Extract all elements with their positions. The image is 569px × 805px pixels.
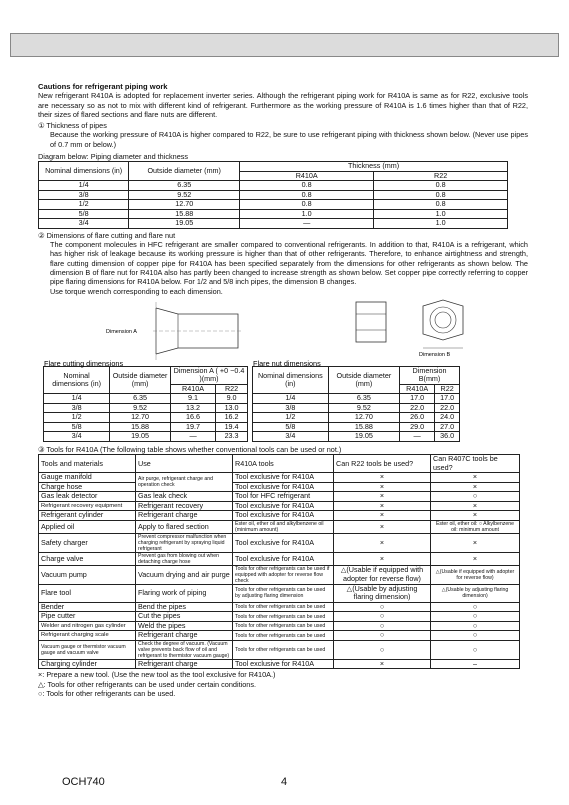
table-cell: △(Usable if equipped with adopter for reverse flow) [431,565,520,584]
table-cell: × [431,473,520,483]
table-cell: × [334,520,431,533]
table-row [39,602,520,612]
table-cell: 3/4 [39,219,129,229]
table-cell: Ester oil, ether oil: ○ Alkylbenzene oil: minimum amount [431,520,520,533]
page-number: 4 [281,776,288,788]
table-cell: — [400,432,435,442]
table-cell: × [334,492,431,502]
table-cell: Prevent compressor malfunction when charging refrigerant by spraying liquid refrigerant [136,533,233,552]
flare-text: The component molecules in HFC refrigerant are smaller compared to conventional refrigerants. In addition to that, R410A is a refrigerant, which has higher risk of leakage because its working pressure is higher than that of other refrigerants. Therefore, to enhance airtightness and strength, flare cutting dimension of copper pipe for R410A has been specified separately from the dimensions for other refrigerants as shown below. The dimension B of flare nut for R410A also has partly been changed to increase strength as shown below. Set copper pipe correctly referring to copper pipe flaring dimensions for R410A below. For 1/2 and 5/8 inch pipes, the dimension B changes. [50,240,528,287]
table-row [39,473,520,483]
table-cell: × [334,511,431,521]
table-cell: × [334,533,431,552]
table-cell: ○ [431,612,520,622]
legend-notes [38,670,528,698]
table-cell: 16.6 [170,413,215,423]
table-cell: ○ [431,631,520,641]
table-cell: — [170,432,215,442]
table-cell: 1.0 [240,209,374,219]
table-cell: 24.0 [435,413,460,423]
table-cell: 19.7 [170,422,215,432]
table-cell: 9.52 [129,190,240,200]
table-cell: Ester oil, ether oil and alkylbenzene oil (minimum amount) [233,520,334,533]
table-cell: Safety charger [39,533,136,552]
thickness-heading: ① Thickness of pipes [38,121,107,131]
table-cell: 3/8 [39,190,129,200]
table-row [253,394,460,404]
header-cell: R22 [374,171,508,181]
table-cell: 0.8 [374,200,508,210]
table-cell: Weld the pipes [136,621,233,631]
table-cell: Tool exclusive for R410A [233,511,334,521]
header-cell: Dimension B(mm) [400,366,460,384]
table-row [39,552,520,565]
table-cell: 9.52 [328,403,399,413]
table-cell: △(Usable by adjusting flaring dimension) [334,584,431,602]
table-cell: 19.05 [110,432,171,442]
table-cell: 15.88 [129,209,240,219]
header-cell: R410A [240,171,374,181]
table-cell: – [431,659,520,669]
table-row [39,612,520,622]
table-row [39,565,520,584]
table-cell: Vacuum gauge or thermistor vacuum gauge and vacuum valve [39,640,136,659]
table-cell: Vacuum drying and air purge [136,565,233,584]
flare-diagrams [38,296,528,378]
table-cell: ○ [334,602,431,612]
cut-caption: Flare cutting dimensions [44,358,124,368]
thickness-text: Because the working pressure of R410A is higher compared to R22, be sure to use refrigerant piping with thickness shown below. (Never use pipes of 0.7 mm or below.) [50,130,528,149]
flare-figures [38,296,528,378]
table-cell: 17.0 [400,394,435,404]
table-cell: 5/8 [39,209,129,219]
document-code: OCH740 [62,776,105,788]
table-cell: △(Usable by adjusting flaring dimension) [431,584,520,602]
table-cell: 19.05 [129,219,240,229]
header-cell: R410A [400,384,435,394]
header-cell: Use [136,455,233,473]
table-cell: 22.0 [435,403,460,413]
header-bar [10,33,559,57]
table-row [39,631,520,641]
table-cell: Refrigerant cylinder [39,511,136,521]
tools-heading: ③ Tools for R410A (The following table shows whether conventional tools can be used or not.) [38,444,342,454]
header-cell: Nominal dimensions (in) [39,162,129,181]
table-cell: Tools for other refrigerants can be used if equipped with adopter for reverse flow check [233,565,334,584]
table-cell: ○ [431,492,520,502]
table-cell: Tool exclusive for R410A [233,482,334,492]
table-cell: Applied oil [39,520,136,533]
table-cell: 6.35 [129,181,240,191]
table-cell: Air purge, refrigerant charge and operation check [136,473,233,492]
thickness-table [38,161,508,229]
table-cell: 17.0 [435,394,460,404]
table-cell: Tools for other refrigerants can be used by adjusting flaring dimension [233,584,334,602]
table-cell: 9.52 [110,403,171,413]
table-cell: Tool exclusive for R410A [233,659,334,669]
table-cell: 22.0 [400,403,435,413]
table-cell: × [334,501,431,511]
header-cell: R410A tools [233,455,334,473]
dimension-b-label: Dimension B [419,351,451,358]
table-cell: Refrigerant charge [136,631,233,641]
header-cell: Outside diameter (mm) [129,162,240,181]
table-cell: Refrigerant charge [136,659,233,669]
table-cell: ○ [431,602,520,612]
table-cell: × [431,552,520,565]
table-cell: 1/2 [39,200,129,210]
table-cell: Prevent gas from blowing out when detaching charge hose [136,552,233,565]
table-cell: Refrigerant recovery [136,501,233,511]
table-cell: 0.8 [374,190,508,200]
header-cell: R22 [216,384,248,394]
table-cell: Gauge manifold [39,473,136,483]
table-cell: ○ [334,631,431,641]
flare-text-2: Use torque wrench corresponding to each dimension. [50,286,223,296]
table-row [44,432,248,442]
table-row [39,511,520,521]
table-cell: 6.35 [328,394,399,404]
flare-pipe-drawing [153,302,243,360]
table-cell: Pipe cutter [39,612,136,622]
table-cell: — [240,219,374,229]
table-cell: 23.3 [216,432,248,442]
table-cell: ○ [334,621,431,631]
table-cell: Gas leak detector [39,492,136,502]
table-row [39,640,520,659]
table-cell: Tools for other refrigerants can be used [233,621,334,631]
note: ×: Prepare a new tool. (Use the new tool as the tool exclusive for R410A.) [38,670,276,680]
table-row [253,432,460,442]
table-cell: × [334,473,431,483]
flare-nut-drawing [356,300,463,348]
header-cell: Dimension A ( +0 −0.4 )(mm) [170,366,247,384]
table-cell: Charge hose [39,482,136,492]
table-row [39,520,520,533]
nut-caption: Flare nut dimensions [253,358,321,368]
header-cell: Outside diameter (mm) [110,366,171,394]
table-cell: 0.8 [240,190,374,200]
table-cell: 5/8 [44,422,110,432]
header-cell: R410A [170,384,215,394]
table-cell: × [334,659,431,669]
header-cell: Can R22 tools be used? [334,455,431,473]
table-cell: 26.0 [400,413,435,423]
header-cell: Outside diameter (mm) [328,366,399,394]
table-cell: Vacuum pump [39,565,136,584]
table-row [39,584,520,602]
tools-table [38,454,520,669]
table-cell: 5/8 [253,422,329,432]
table-cell: Tools for other refrigerants can be used [233,631,334,641]
table-cell: Tool for HFC refrigerant [233,492,334,502]
table-cell: 0.8 [374,181,508,191]
table-cell: 12.70 [328,413,399,423]
note: ○: Tools for other refrigerants can be used. [38,688,176,698]
table-cell: Flaring work of piping [136,584,233,602]
intro-text: New refrigerant R410A is adopted for replacement inverter series. Although the refrigerant piping work for R410A is same as for R22, exclusive tools are necessary so as not to mix with different kind of refrigerant. Furthermore as the working pressure of R410A is 1.6 times higher than that of R22, their sizes of flared sections and flare nuts are different. [38,91,528,119]
table-cell: × [334,552,431,565]
table-cell: Tools for other refrigerants can be used [233,602,334,612]
table-cell: Bend the pipes [136,602,233,612]
table-row [39,533,520,552]
table-cell: 1/4 [253,394,329,404]
table-cell: Tool exclusive for R410A [233,473,334,483]
dimension-a-label: Dimension A [106,328,137,335]
table-cell: 12.70 [129,200,240,210]
table-cell: Tool exclusive for R410A [233,552,334,565]
table-row [39,492,520,502]
table-cell: × [431,511,520,521]
table-row [39,200,508,210]
table-cell: 16.2 [216,413,248,423]
table-cell: 13.2 [170,403,215,413]
table-cell: 3/8 [253,403,329,413]
table-row [39,621,520,631]
table-cell: ○ [431,640,520,659]
diagram-caption: Diagram below: Piping diameter and thickness [38,152,189,162]
table-cell: Refrigerant recovery equipment [39,501,136,511]
table-row [39,181,508,191]
header-cell: Nominal dimensions (in) [253,366,329,394]
table-cell: 15.88 [328,422,399,432]
note: △: Tools for other refrigerants can be used under certain conditions. [38,679,257,689]
table-cell: Flare tool [39,584,136,602]
table-row [39,659,520,669]
table-cell: 15.88 [110,422,171,432]
table-cell: Charge valve [39,552,136,565]
table-cell: Tools for other refrigerants can be used [233,612,334,622]
table-cell: Welder and nitrogen gas cylinder [39,621,136,631]
table-cell: 1.0 [374,209,508,219]
table-cell: 19.05 [328,432,399,442]
table-cell: 1/4 [39,181,129,191]
table-cell: Refrigerant charge [136,511,233,521]
table-cell: Apply to flared section [136,520,233,533]
table-cell: Tool exclusive for R410A [233,501,334,511]
table-cell: Check the degree of vacuum. (Vacuum valve prevents back flow of oil and refrigerant to thermistor vacuum gauge) [136,640,233,659]
table-cell: 1/4 [44,394,110,404]
table-cell: 9.1 [170,394,215,404]
table-cell: 29.0 [400,422,435,432]
table-cell: 1.0 [374,219,508,229]
table-cell: 1/2 [44,413,110,423]
table-cell: 19.4 [216,422,248,432]
table-cell: 3/4 [253,432,329,442]
header-cell: Thickness (mm) [240,162,508,172]
header-cell: Tools and materials [39,455,136,473]
table-cell: Gas leak check [136,492,233,502]
section-title: Cautions for refrigerant piping work [38,82,168,91]
table-cell: × [431,533,520,552]
header-cell: Nominal dimensions (in) [44,366,110,394]
table-cell: 3/8 [44,403,110,413]
header-cell: R22 [435,384,460,394]
table-cell: 0.8 [240,181,374,191]
table-cell: Refrigerant charging scale [39,631,136,641]
table-cell: 0.8 [240,200,374,210]
table-cell: Tool exclusive for R410A [233,533,334,552]
table-cell: △(Usable if equipped with adopter for reverse flow) [334,565,431,584]
table-cell: 1/2 [253,413,329,423]
table-cell: 6.35 [110,394,171,404]
table-cell: Tools for other refrigerants can be used [233,640,334,659]
table-cell: 9.0 [216,394,248,404]
flare-heading: ② Dimensions of flare cutting and flare nut [38,230,176,240]
table-cell: × [431,501,520,511]
table-cell: Bender [39,602,136,612]
page-content [38,82,528,698]
table-cell: ○ [334,612,431,622]
table-cell: 12.70 [110,413,171,423]
table-cell: 27.0 [435,422,460,432]
table-cell: 3/4 [44,432,110,442]
table-cell: 13.0 [216,403,248,413]
header-cell: Can R407C tools be used? [431,455,520,473]
table-cell: × [431,482,520,492]
table-cell: × [334,482,431,492]
table-cell: Cut the pipes [136,612,233,622]
table-cell: ○ [431,621,520,631]
table-cell: Charging cylinder [39,659,136,669]
table-row [39,219,508,229]
table-cell: 36.0 [435,432,460,442]
table-cell: ○ [334,640,431,659]
